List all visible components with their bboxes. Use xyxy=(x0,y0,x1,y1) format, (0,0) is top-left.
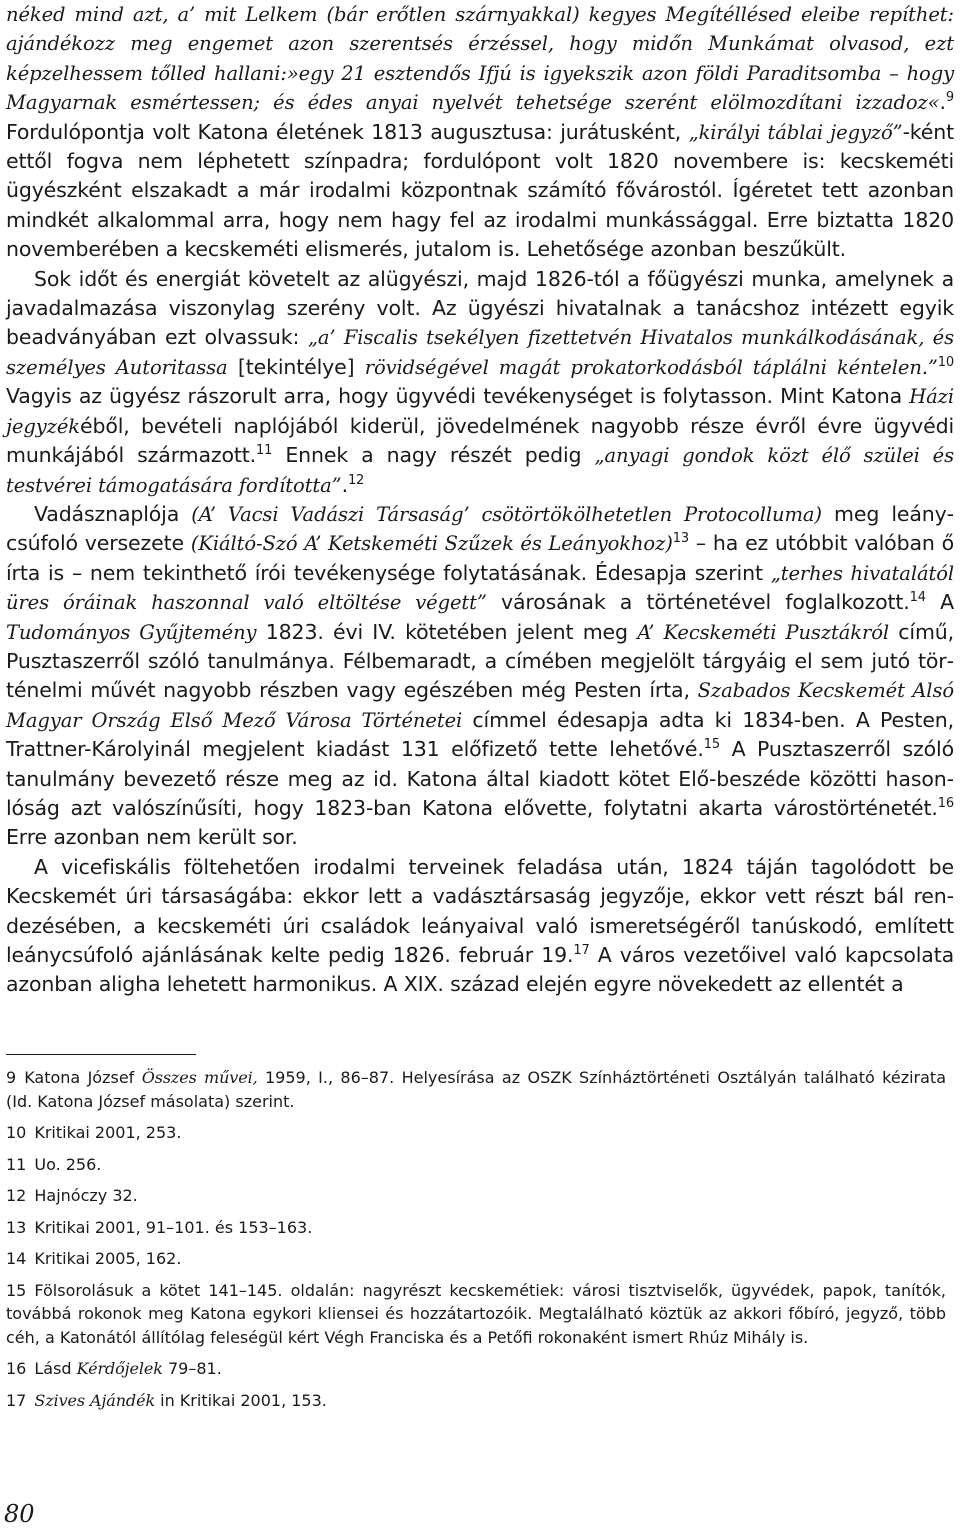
text-span: Szabados Kecskemét Alsó Magyar Ország Első Mező Városa Történetei xyxy=(6,679,954,732)
text-span: Vagyis az ügyész rászorult arra, hogy ügyvédi tevékenységet is folytasson. Mint Katona xyxy=(6,384,910,409)
text-span: Ennek a nagy részét pedig xyxy=(272,443,595,468)
footnote xyxy=(6,1357,946,1381)
text-span: című, Pusztaszerről szóló tanulmánya. Félbemaradt, a címében megjelölt tárgyáig el sem jutó történelmi művét nagyobb részben vagy egészében még Pesten írta, xyxy=(6,619,955,703)
page-number: 80 xyxy=(4,1500,35,1528)
text-span: „a’ Fiscalis tsekélyen fizettetvén Hivatalos munkálkodásának, és személyes Autoritassa xyxy=(6,326,955,379)
paragraph xyxy=(6,853,954,1000)
text-span: . xyxy=(341,472,348,497)
footnote-ref: 17 xyxy=(573,943,590,958)
text-span: A xyxy=(925,590,954,615)
paragraph xyxy=(6,500,954,853)
text-span: . xyxy=(939,90,946,115)
text-span: „anyagi gondok közt élő szülei és testvérei támogatására fordította” xyxy=(6,444,954,497)
footnote-ref: 14 xyxy=(909,590,926,606)
text-span: Fordulópontja volt Katona életének 1813 augusztusa: jurátusként, xyxy=(6,119,689,144)
footnote xyxy=(6,1216,946,1240)
footnote xyxy=(6,1279,946,1350)
text-span: A’ Kecskeméti Pusztákról xyxy=(637,620,889,644)
footnote-number: 16 xyxy=(6,1359,27,1378)
text-span: címmel édesapja adta ki 1834-ben. A Pesten, Trattner-Károlyinál megjelent kiadást 131 előfizető tette lehetővé. xyxy=(6,707,954,762)
footnote-number: 10 xyxy=(6,1123,27,1142)
text-span: Összes művei, xyxy=(141,1068,258,1087)
text-span: „terhes hivatalától üres óráinak haszonnal való eltöltése végett” xyxy=(6,561,954,615)
footnote xyxy=(6,1153,946,1177)
footnote xyxy=(6,1389,946,1413)
footnote-number: 15 xyxy=(6,1280,27,1300)
text-span: 79–81. xyxy=(162,1359,222,1378)
text-span: Lásd xyxy=(34,1359,77,1378)
footnote-number: 11 xyxy=(6,1154,27,1174)
text-span: in Kritikai 2001, 153. xyxy=(155,1390,327,1410)
text-span: Katona József xyxy=(24,1068,142,1087)
text-span: Sok időt és energiát követelt az alügyészi, majd 1826-tól a főügyészi munka, amelynek a javadalmazása viszonylag szerény volt. Az ügyészi hivatalnak a tanácshoz intézett egyik beadványában ezt olvassuk: xyxy=(6,266,954,350)
text-span: Szives Ajándék xyxy=(34,1390,156,1410)
footnote-ref: 12 xyxy=(347,472,365,488)
text-span: [tekintélye] xyxy=(227,354,365,379)
text-span: Uo. 256. xyxy=(34,1154,102,1174)
text-span: Vadásznaplója xyxy=(34,501,192,526)
text-span: 1823. évi IV. kötetében jelent meg xyxy=(256,619,638,644)
text-span: – ha ez utóbbit valóban ő írta is – nem tekinthető írói tevékenysége folytatásának. Édesapja szerint xyxy=(6,531,954,585)
text-span: (Kiáltó-Szó A’ Ketskeméti Szűzek és Leányokhoz) xyxy=(190,532,673,556)
text-span: Hajnóczy 32. xyxy=(34,1186,138,1205)
footnote-ref: 9 xyxy=(945,90,954,106)
text-span: Tudományos Gyűjtemény xyxy=(6,620,257,644)
footnote xyxy=(6,1066,946,1113)
paragraph xyxy=(6,0,954,265)
footnote xyxy=(6,1247,946,1271)
text-span: meg leánycsúfoló versezete xyxy=(6,501,955,556)
text-span: Házi jegyzék xyxy=(6,385,954,438)
text-span: Kritikai 2005, 162. xyxy=(34,1249,182,1268)
body-text xyxy=(6,0,954,1000)
text-span: rövidségével magát prokatorkodásból táplálni kéntelen.” xyxy=(364,355,938,379)
text-span: Kérdőjelek xyxy=(76,1359,163,1378)
text-span: A Pusztaszerről szóló tanulmány bevezető része meg az id. Katona által kiadott kötet Elő-beszéde közötti hasonlóság azt valószínűsíti, hogy 1823-ban Katona elővette, folytatni akarta várostörténetét. xyxy=(6,737,954,820)
footnotes xyxy=(6,1066,946,1420)
text-span: A vicefiskális föltehetően irodalmi terveinek feladása után, 1824 táján tagolódott be Kecskemét úri társaságába: ekkor lett a vadásztársaság jegyzője, ekkor vett részt bál rendezésében, a kecskeméti úri családok leányaival való ismeretségéről tanúskodó, említett leánycsúfoló ajánlásának kelte pedig 1826. február 19. xyxy=(6,854,954,967)
footnote-ref: 13 xyxy=(672,531,689,547)
footnote-number: 9 xyxy=(6,1068,17,1087)
footnote-number: 12 xyxy=(6,1186,27,1205)
footnote-ref: 11 xyxy=(256,443,273,459)
footnote xyxy=(6,1121,946,1145)
footnote-number: 14 xyxy=(6,1249,27,1268)
footnote-number: 17 xyxy=(6,1390,27,1410)
text-span: Erre azonban nem került sor. xyxy=(6,825,298,850)
paragraph xyxy=(6,265,954,500)
footnote-number: 13 xyxy=(6,1217,27,1237)
text-span: Kritikai 2001, 91–101. és 153–163. xyxy=(34,1217,313,1237)
footnote-separator xyxy=(6,1054,196,1055)
text-span: (A’ Vacsi Vadászi Társaság’ csötörtökölhetetlen Protocolluma) xyxy=(191,502,822,526)
text-span: 1959, I., 86–87. Helyesírása az OSZK Színháztörténeti Osztályán található kézirata (Id. Katona József másolata) szerint. xyxy=(6,1068,947,1111)
text-span: városának a történetével foglalkozott. xyxy=(486,590,910,615)
text-span: néked mind azt, a’ mit Lelkem (bár erőtlen szárnyakkal) kegyes Megítéllésed eleibe repíthet: ajándékozz meg engemet azon szerentsés érzéssel, hogy midőn Munkámat olvasod, ezt képzelhessem tőlled hallani:»egy 21 esztendős Ifjú is igyekszik azon földi Paraditsomba – hogy Magyarnak esmértessen; és édes anyai nyelvét tehetsége szerént elölmozdítani izzadoz« xyxy=(6,3,954,115)
footnote xyxy=(6,1184,946,1208)
footnote-ref: 16 xyxy=(937,795,954,811)
text-span: Kritikai 2001, 253. xyxy=(34,1123,182,1142)
footnote-ref: 10 xyxy=(937,354,954,370)
text-span: Fölsorolásuk a kötet 141–145. oldalán: nagyrészt kecskemétiek: városi tisztviselők, ügyvédek, papok, tanítók, továbbá rokonok meg Katona egykori kliensei és hozzátartozóik. Megtalálható köztük az akkori főbíró, jegyző, több céh, a Katonától állítólag feleségül kért Végh Franciska és a Petőfi rokonaként ismert Rhúz Mihály is. xyxy=(6,1280,946,1347)
text-span: A város vezetőivel való kapcsolata azonban aligha lehetett harmonikus. A XIX. század elején egyre növekedett az ellentét a xyxy=(6,943,954,997)
text-span: „királyi táblai jegyző” xyxy=(688,120,903,144)
text-span: éből, bevételi naplójából kiderül, jövedelmének nagyobb része évről évre ügyvédi munkájából származott. xyxy=(6,413,954,468)
footnote-ref: 15 xyxy=(703,737,720,753)
text-span: -ként ettől fogva nem léphetett színpadra; fordulópont volt 1820 novembere is: kecskeméti ügyészként elszakadt a már irodalmi központnak számító fővárostól. Ígéretet tett azonban mindkét alkalommal arra, hogy nem hagy fel az irodalmi munkássággal. Erre biztatta 1820 novemberében a kecskeméti elismerés, jutalom is. Lehetősége azonban beszűkült. xyxy=(6,119,954,262)
